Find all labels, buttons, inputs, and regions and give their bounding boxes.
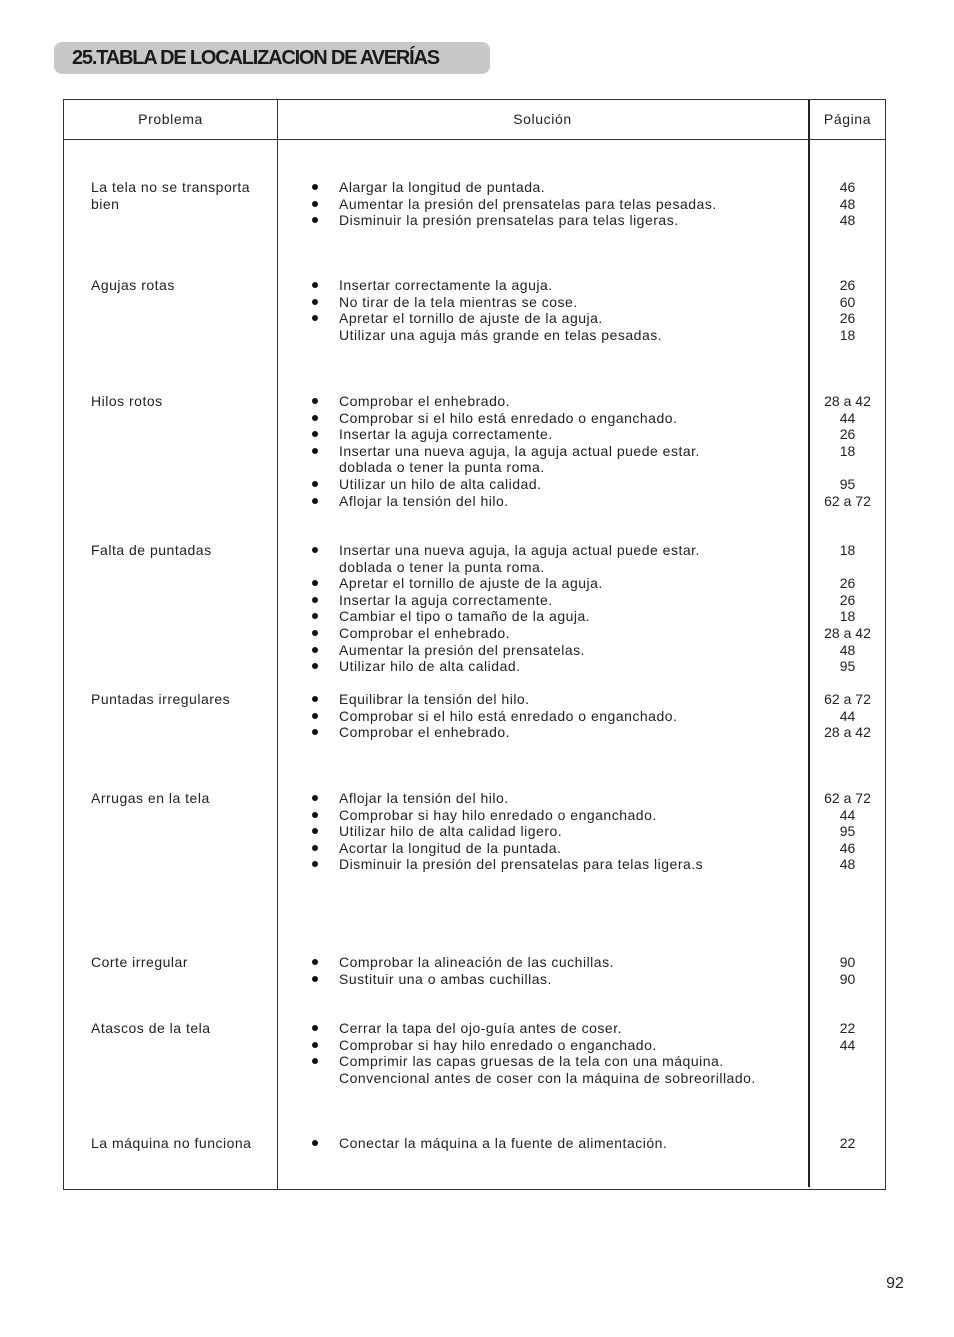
solution-item: Comprobar el enhebrado. [309,393,799,410]
page-reference: 26 [839,426,856,443]
solution-item: Insertar una nueva aguja, la aguja actual puede estar. [309,443,799,460]
page-reference: 22 [839,1020,856,1036]
problem-cell: Hilos rotos [91,393,163,409]
page-reference: 22 [839,1135,856,1151]
page-references [808,1135,887,1152]
page-reference: 18 [839,442,856,459]
problem-cell: Puntadas irregulares [91,691,231,707]
solution-item: Apretar el tornillo de ajuste de la aguja. [309,310,799,327]
solution-item: Comprobar la alineación de las cuchillas. [309,954,799,971]
solution-item: Comprimir las capas gruesas de la tela con una máquina. [309,1053,799,1070]
solution-item: Comprobar si hay hilo enredado o enganchado. [309,807,799,824]
solution-item: Aflojar la tensión del hilo. [309,790,799,807]
page-reference: 28 a 42 [824,393,871,409]
column-divider [277,100,278,1189]
solution-item: Comprobar si el hilo está enredado o enganchado. [309,410,799,427]
solution-list [309,1020,799,1086]
solution-item: Insertar una nueva aguja, la aguja actual puede estar. [309,542,799,559]
solution-item: Comprobar el enhebrado. [309,724,799,741]
solution-item: Acortar la longitud de la puntada. [309,840,799,857]
solution-item: Aumentar la presión del prensatelas. [309,642,799,659]
solution-item: Aumentar la presión del prensatelas para telas pesadas. [309,196,799,213]
section-title: 25.TABLA DE LOCALIZACION DE AVERÍAS [72,47,439,69]
solution-list [309,542,799,675]
problem-cell: Agujas rotas [91,277,175,293]
page-references [808,691,887,741]
problem-cell: Atascos de la tela [91,1020,211,1036]
problem-cell: Corte irregular [91,954,188,970]
page-reference: 62 a 72 [824,492,871,509]
header-page: Página [823,111,872,127]
section-title-bar [54,42,490,74]
solution-item: doblada o tener la punta roma. [339,558,545,575]
page-reference: 48 [839,212,856,229]
solution-item: Disminuir la presión del prensatelas para telas ligera.s [309,856,799,873]
page-references [808,1020,887,1053]
page-reference: 46 [839,179,856,195]
solution-item: Utilizar una aguja más grande en telas pesadas. [339,326,663,343]
page-references [808,277,887,343]
page-reference: 28 a 42 [824,724,871,741]
solution-list [309,393,799,509]
solution-item: No tirar de la tela mientras se cose. [309,294,799,311]
solution-item: Cambiar el tipo o tamaño de la aguja. [309,608,799,625]
solution-item: Equilibrar la tensión del hilo. [309,691,799,708]
troubleshooting-table [63,99,886,1190]
page-reference: 26 [839,591,856,608]
page-reference: 44 [839,1036,856,1053]
page-reference: 62 a 72 [824,790,871,806]
solution-list [309,179,799,229]
page-reference: 26 [839,310,856,327]
page-reference: 95 [839,823,856,840]
solution-item: Convencional antes de coser con la máquina de sobreorillado. [339,1069,756,1086]
page-reference: 26 [839,277,856,293]
solution-item: Insertar la aguja correctamente. [309,426,799,443]
page-reference: 48 [839,856,856,873]
solution-item: Utilizar hilo de alta calidad. [309,658,799,675]
page-reference: 28 a 42 [824,624,871,641]
page-references [808,542,887,675]
page-reference: 44 [839,409,856,426]
problem-cell: Falta de puntadas [91,542,212,558]
solution-item: Comprobar si el hilo está enredado o enganchado. [309,708,799,725]
page-reference: 18 [839,326,856,343]
solution-item: doblada o tener la punta roma. [339,459,545,476]
solution-list [309,790,799,873]
page-reference: 90 [839,970,856,987]
solution-item: Alargar la longitud de puntada. [309,179,799,196]
solution-item: Disminuir la presión prensatelas para telas ligeras. [309,212,799,229]
page-reference: 60 [839,293,856,310]
page-reference: 95 [839,475,856,492]
header-solution: Solución [513,111,572,127]
solution-list [309,1135,799,1152]
problem-cell: La máquina no funciona [91,1135,252,1151]
page-reference: 48 [839,195,856,212]
solution-item: Comprobar el enhebrado. [309,625,799,642]
page-references [808,790,887,873]
solution-item: Apretar el tornillo de ajuste de la aguja. [309,575,799,592]
page-reference: 26 [839,575,856,592]
page-reference: 62 a 72 [824,691,871,707]
page-reference: 44 [839,806,856,823]
page-reference [808,459,887,476]
solution-item: Conectar la máquina a la fuente de alimentación. [309,1135,799,1152]
solution-item: Utilizar hilo de alta calidad ligero. [309,823,799,840]
solution-list [309,277,799,343]
page-reference: 18 [839,542,856,558]
page-reference: 44 [839,707,856,724]
problem-cell: La tela no se transporta bien [91,179,251,212]
solution-list [309,691,799,741]
page-reference: 90 [839,954,856,970]
solution-item: Cerrar la tapa del ojo-guía antes de coser. [309,1020,799,1037]
page-references [808,954,887,987]
page-reference [808,559,887,576]
page-number: 92 [886,1275,904,1292]
solution-item: Aflojar la tensión del hilo. [309,493,799,510]
solution-item: Insertar la aguja correctamente. [309,592,799,609]
solution-item: Insertar correctamente la aguja. [309,277,799,294]
page-reference: 48 [839,641,856,658]
solution-item: Utilizar un hilo de alta calidad. [309,476,799,493]
page-references [808,393,887,509]
page-reference: 95 [839,658,856,675]
solution-list [309,954,799,987]
page-reference: 18 [839,608,856,625]
problem-cell: Arrugas en la tela [91,790,210,806]
header-problem: Problema [138,111,203,127]
page-references [808,179,887,229]
solution-item: Comprobar si hay hilo enredado o enganchado. [309,1037,799,1054]
page-reference: 46 [839,839,856,856]
solution-item: Sustituir una o ambas cuchillas. [309,971,799,988]
header-divider [64,139,885,140]
